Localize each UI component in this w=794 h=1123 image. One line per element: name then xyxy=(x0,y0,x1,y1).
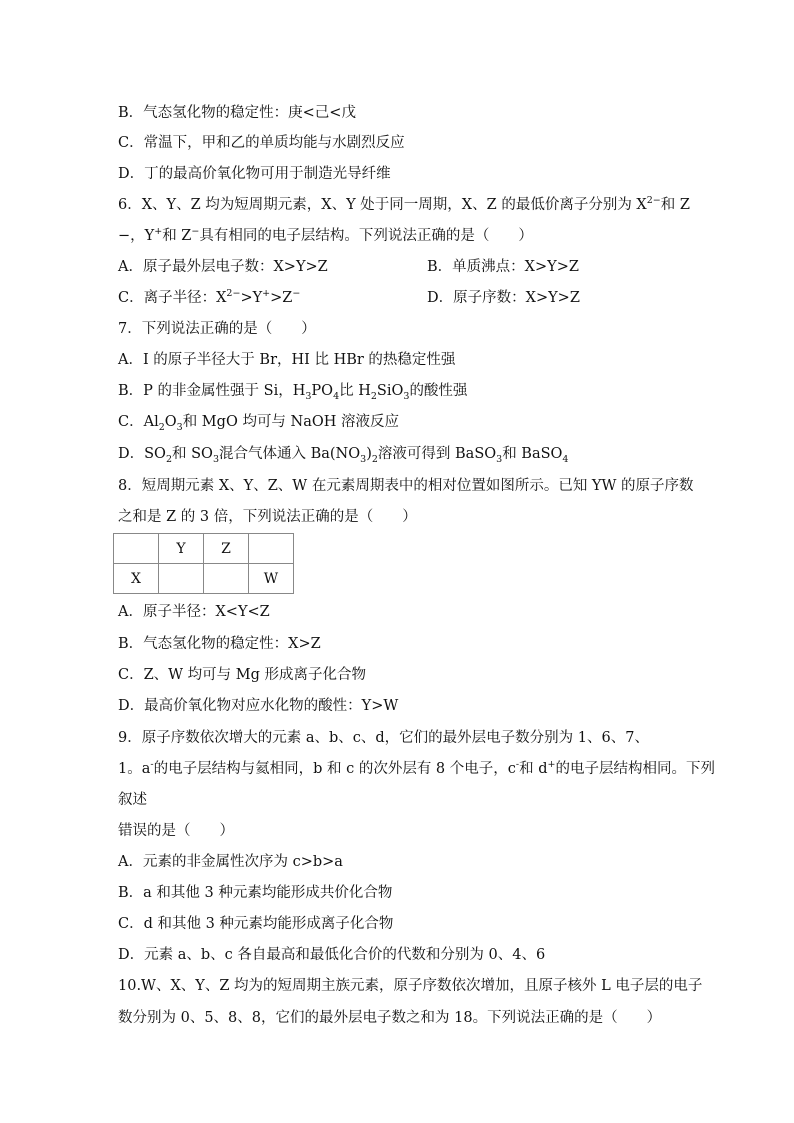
q8-option-a: A．原子半径：X<Y<Z xyxy=(118,604,270,620)
table-row xyxy=(114,534,294,564)
table-cell xyxy=(159,564,204,594)
table-cell xyxy=(249,534,294,564)
q8-option-b: B．气态氢化物的稳定性：X>Z xyxy=(118,636,321,652)
q5-option-d: D．丁的最高价氧化物可用于制造光导纤维 xyxy=(118,166,391,182)
q6-stem-line2: −，Y+和 Z−具有相同的电子层结构。下列说法正确的是（ ） xyxy=(118,226,533,244)
q8-option-d: D．最高价氧化物对应水化物的酸性：Y>W xyxy=(118,698,399,714)
q6-option-c: C．离子半径：$X^{2-}>Y^+>Z^-$ xyxy=(118,288,301,306)
q9-stem-line3: 叙述 xyxy=(118,792,147,808)
q6-stem-line1: 6．X、Y、Z 均为短周期元素，X、Y 处于同一周期，X、Z 的最低价离子分别为 $X^{2-}$和 Z xyxy=(118,195,690,213)
table-cell: W xyxy=(249,564,294,594)
q9-stem-line4: 错误的是（ ） xyxy=(118,823,234,839)
q7-option-b: B．P 的非金属性强于 Si，$H_3PO_4$比 $H_2SiO_3$的酸性强 xyxy=(118,383,468,402)
table-cell xyxy=(204,564,249,594)
q8-option-c: C．Z、W 均可与 Mg 形成离子化合物 xyxy=(118,667,367,683)
q6-option-a: A．原子最外层电子数：X>Y>Z xyxy=(118,259,328,275)
table-cell: Z xyxy=(204,534,249,564)
q9-option-a: A．元素的非金属性次序为 c>b>a xyxy=(118,854,343,870)
q5-option-b: B．气态氢化物的稳定性：庚<己<戊 xyxy=(118,105,356,121)
q10-stem-line1: 10.W、X、Y、Z 均为的短周期主族元素，原子序数依次增加，且原子核外 L 电子层的电子 xyxy=(118,978,703,994)
q8-stem-line1: 8．短周期元素 X、Y、Z、W 在元素周期表中的相对位置如图所示。已知 YW 的原子序数 xyxy=(118,478,694,494)
q5-option-c: C．常温下，甲和乙的单质均能与水剧烈反应 xyxy=(118,135,405,151)
table-cell: Y xyxy=(159,534,204,564)
q9-option-c: C．d 和其他 3 种元素均能形成离子化合物 xyxy=(118,916,394,932)
q6-option-b: B．单质沸点：X>Y>Z xyxy=(427,259,579,275)
table-cell: X xyxy=(114,564,159,594)
q7-stem: 7．下列说法正确的是（ ） xyxy=(118,321,316,337)
q9-stem-line2: 1。a-的电子层结构与氦相同，b 和 c 的次外层有 8 个电子，c-和 d+的电子层结构相同。下列 xyxy=(118,759,715,777)
q9-stem-line1: 9．原子序数依次增大的元素 a、b、c、d，它们的最外层电子数分别为 1、6、7、 xyxy=(118,730,649,746)
q7-option-d: D．$SO_2$和 $SO_3$混合气体通入 $Ba(NO_3)_2$溶液可得到 BaSO$_3$和 BaSO$_4$ xyxy=(118,446,569,465)
q6-option-d: D．原子序数：X>Y>Z xyxy=(427,290,580,306)
q7-option-c: C．$Al_2O_3$和 MgO 均可与 NaOH 溶液反应 xyxy=(118,414,400,433)
q10-stem-line2: 数分别为 0、5、8、8，它们的最外层电子数之和为 18。下列说法正确的是（ ） xyxy=(118,1010,662,1026)
q9-option-b: B．a 和其他 3 种元素均能形成共价化合物 xyxy=(118,885,393,901)
periodic-position-table xyxy=(113,533,294,594)
table-row xyxy=(114,564,294,594)
q9-option-d: D．元素 a、b、c 各自最高和最低化合价的代数和分别为 0、4、6 xyxy=(118,947,546,963)
q8-stem-line2: 之和是 Z 的 3 倍，下列说法正确的是（ ） xyxy=(118,509,417,525)
table-cell xyxy=(114,534,159,564)
q7-option-a: A．I 的原子半径大于 Br，HI 比 HBr 的热稳定性强 xyxy=(118,352,456,368)
